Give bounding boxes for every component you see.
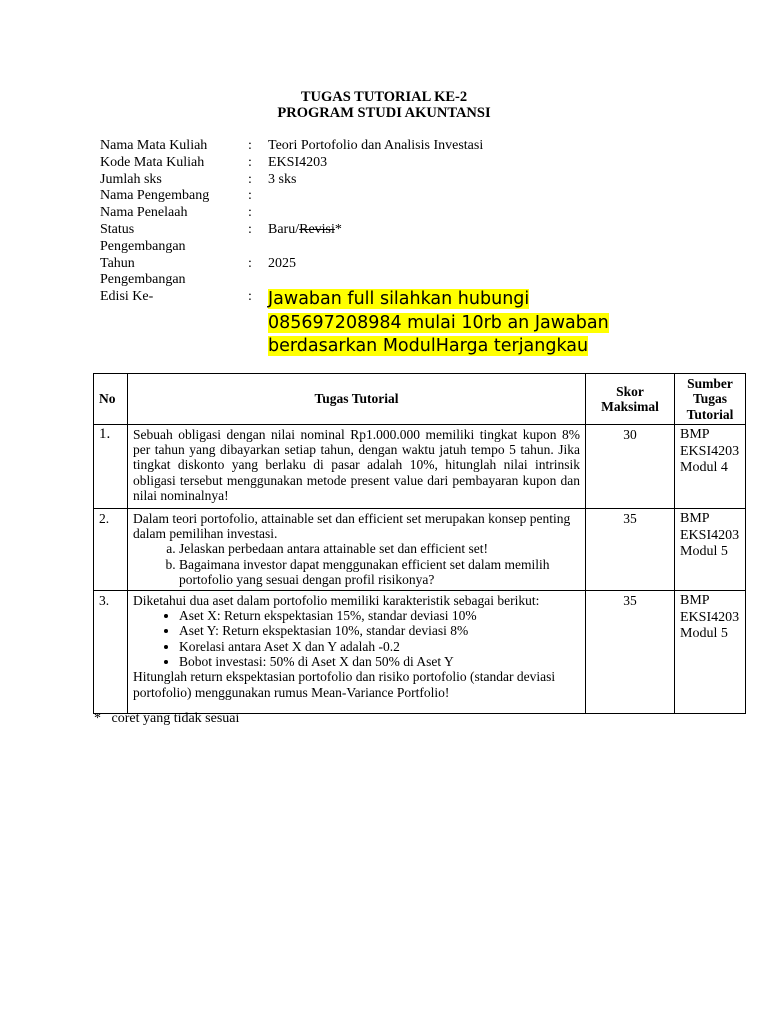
source-line: EKSI4203 [680,527,740,543]
info-colon: : [248,154,252,170]
status-new: Baru/ [268,221,300,237]
info-row-year [100,256,483,290]
list-item: • Korelasi antara Aset X dan Y adalah -0.2 [179,639,580,654]
tutorial-table [93,373,746,714]
info-label: Jumlah sks [100,171,162,187]
source-line: Modul 5 [680,626,728,642]
info-colon: : [248,205,252,221]
info-label [100,256,248,290]
row-task [128,590,586,713]
task-question: Hitunglah return ekspektasian portofolio dan risiko portofolio (standar deviasi portofolio) menggunakan rumus Mean-Variance Portfolio! [133,669,556,700]
info-value: EKSI4203 [268,154,328,170]
task-text: Dalam teori portofolio, attainable set dan efficient set merupakan konsep penting dalam pemilihan investasi. [133,510,571,542]
info-value: Teori Portofolio dan Analisis Investasi [268,138,484,153]
info-label [100,222,248,256]
document-title-line1: TUGAS TUTORIAL KE-2 [300,89,468,105]
info-colon: : [248,221,252,237]
list-item: b. Bagaimana investor dapat menggunakan efficient set dalam memilih portofolio yang sesuai dengan profil risikonya? [179,557,580,588]
info-colon: : [248,138,252,153]
course-info [100,138,483,306]
row-number: 2. [94,508,128,590]
info-colon: : [248,188,252,204]
row-task [128,508,586,590]
row-score: 35 [586,590,675,713]
table-row [94,508,746,590]
list-item: • Aset X: Return ekspektasian 15%, standar deviasi 10% [179,608,580,623]
info-label-line2: Pengembangan [100,272,186,288]
info-label: Edisi Ke- [100,289,154,305]
info-row-credits [100,172,483,189]
task-sublist [133,541,580,587]
footnote-mark: * [94,711,101,726]
info-label: Kode Mata Kuliah [100,154,205,170]
info-value: 2025 [268,255,296,271]
row-source [675,508,746,590]
table-header-row [94,374,746,425]
header-score: Skor Maksimal [586,374,675,425]
header-task: Tugas Tutorial [128,374,586,425]
info-label-line1: Status [100,221,135,237]
source-line: Modul 5 [680,544,728,560]
info-value [268,222,342,256]
row-score: 30 [586,424,675,508]
source-line: BMP [680,510,710,526]
info-label: Nama Penelaah [100,205,188,221]
info-label-line1: Tahun [100,255,135,271]
task-text: Sebuah obligasi dengan nilai nominal Rp1.000.000 memiliki tingkat kupon 8% per tahun yang dibayarkan setiap tahun, dengan waktu jatuh tempo 5 tahun. Jika tingkat diskonto yang berlaku di pasar adalah 10%, hitunglah nilai intrinsik obligasi tersebut menggunakan metode present value dari pembayaran kupon dan nilai nominalnya! [133,426,580,504]
list-item: a. Jelaskan perbedaan antara attainable set dan efficient set! [179,541,580,556]
list-item: • Aset Y: Return ekspektasian 10%, standar deviasi 8% [179,623,580,638]
source-line: Modul 4 [680,460,728,476]
info-colon: : [248,255,252,271]
row-source [675,424,746,508]
highlighted-note [268,288,668,359]
info-colon: : [248,171,252,187]
status-asterisk: * [334,221,342,237]
info-colon: : [248,289,252,305]
document-title-line2: PROGRAM STUDI AKUNTANSI [277,105,491,121]
source-line: BMP [680,592,710,608]
source-line: BMP [680,426,710,442]
info-label: Nama Mata Kuliah [100,138,208,153]
info-row-course-code [100,155,483,172]
info-row-developer [100,188,483,205]
footnote [94,711,239,727]
row-number: 1. [94,424,128,508]
task-text: Diketahui dua aset dalam portofolio memiliki karakteristik sebagai berikut: [133,592,540,608]
footnote-text: coret yang tidak sesuai [111,711,240,726]
info-label-line2: Pengembangan [100,238,186,254]
info-row-status [100,222,483,256]
row-source [675,590,746,713]
row-score: 35 [586,508,675,590]
info-row-course-name [100,138,483,155]
info-value: 3 sks [268,171,297,187]
info-row-reviewer [100,205,483,222]
status-revision-struck: Revisi [299,221,335,237]
row-number: 3. [94,590,128,713]
table-row [94,590,746,713]
source-line: EKSI4203 [680,609,740,625]
row-task [128,424,586,508]
highlighted-text: Jawaban full silahkan hubungi 085697208984 mulai 10rb an Jawaban berdasarkan ModulHarga terjangkau [268,289,609,356]
table-row [94,424,746,508]
source-line: EKSI4203 [680,443,740,459]
header-no: No [94,374,128,425]
info-label: Nama Pengembang [100,188,210,204]
list-item: • Bobot investasi: 50% di Aset X dan 50% di Aset Y [179,654,580,669]
header-source: Sumber Tugas Tutorial [675,374,746,425]
task-sublist [133,608,580,669]
